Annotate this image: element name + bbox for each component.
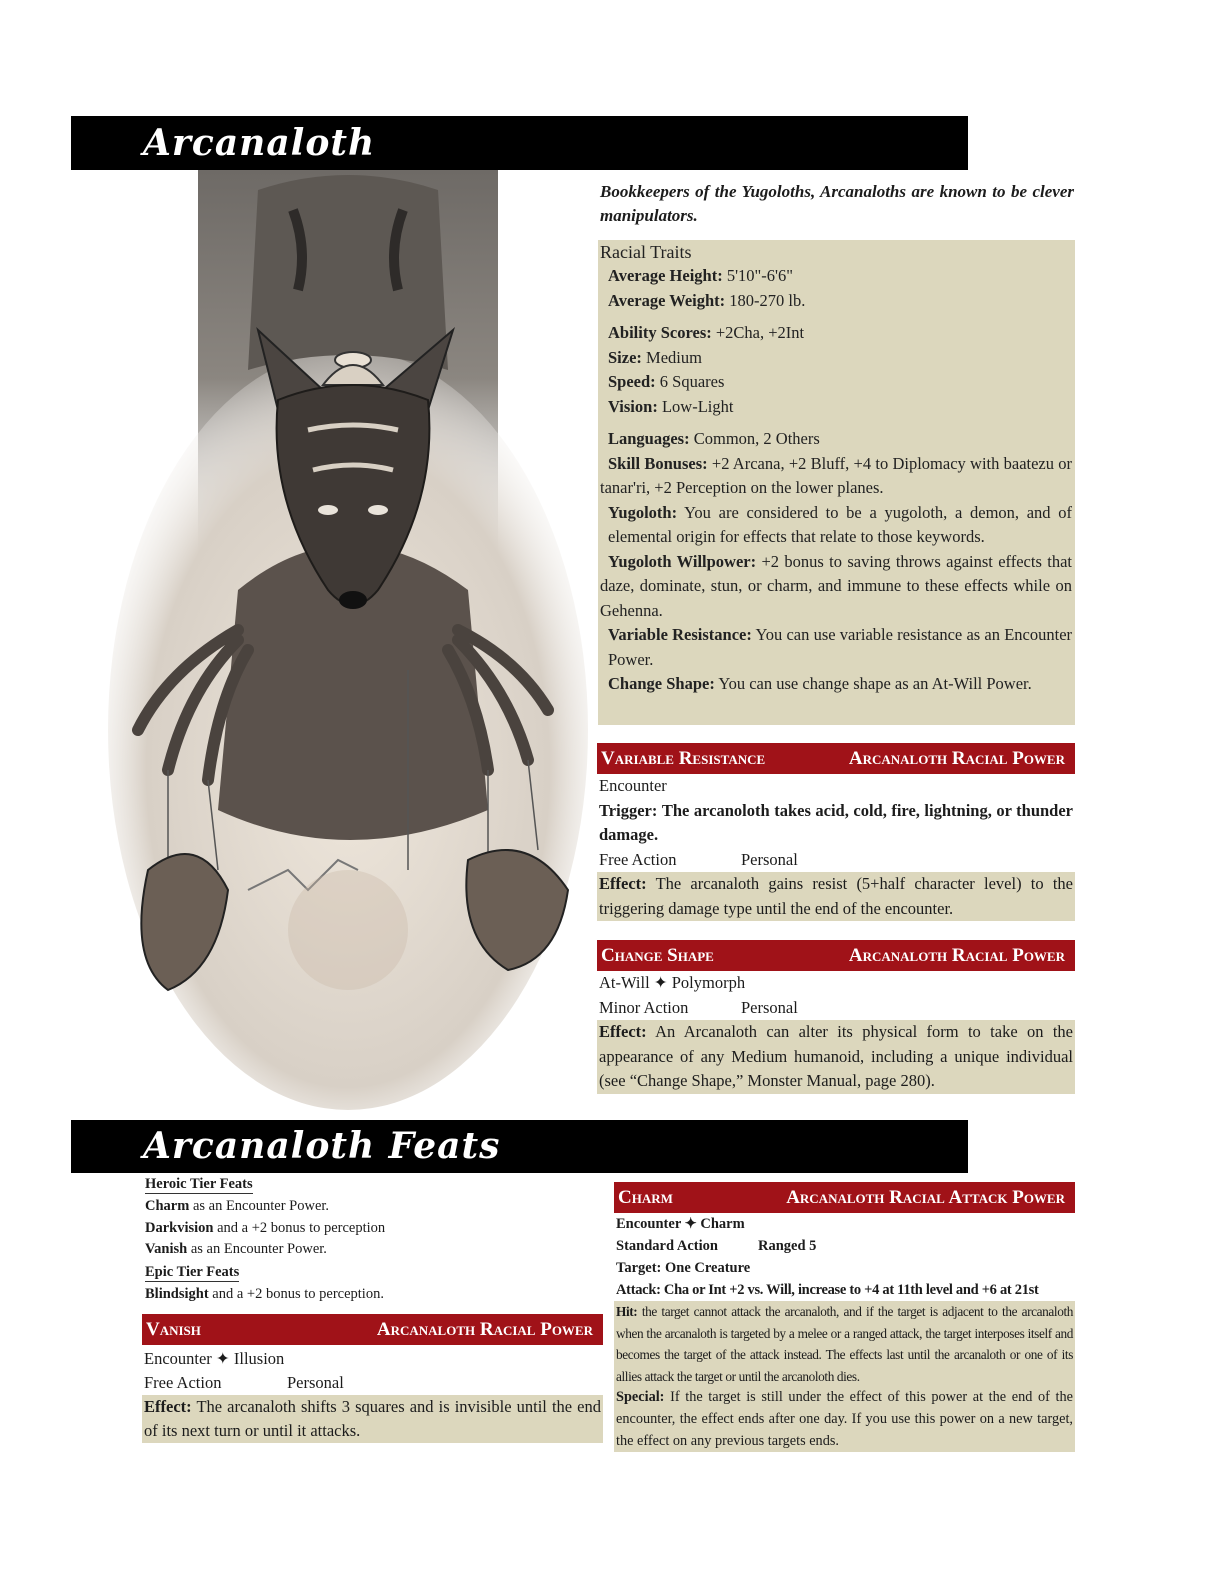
- trait-label: Change Shape:: [608, 674, 715, 693]
- power-range: Personal: [741, 997, 798, 1017]
- trait-value: 5'10"-6'6": [726, 266, 793, 285]
- power-name: Change Shape: [601, 945, 714, 966]
- power-action-line: [597, 848, 1075, 873]
- power-range: Personal: [741, 849, 798, 869]
- trait-label: Size:: [608, 347, 642, 367]
- page-title: Arcanaloth: [143, 122, 376, 164]
- feat-desc: and a +2 bonus to perception.: [212, 1285, 384, 1302]
- power-action-line: [614, 1235, 1075, 1257]
- power-type: Arcanaloth Racial Power: [848, 945, 1065, 966]
- power-action: Minor Action: [599, 997, 689, 1017]
- effect-value: An Arcanaloth can alter its physical form to take on the appearance of any Medium humanoid, including a unique individual (see “Change Shape,” Monster Manual, page 280).: [599, 1022, 1074, 1090]
- trait-change-shape: [598, 672, 1075, 697]
- effect-label: Effect:: [144, 1397, 192, 1416]
- trait-label: Yugoloth Willpower:: [608, 551, 757, 571]
- epic-tier-heading: Epic Tier Feats: [145, 1264, 240, 1281]
- arcanaloth-illustration: [108, 170, 590, 1110]
- trait-value: You can use variable resistance as an Encounter Power.: [608, 625, 1073, 669]
- feat-desc: as an Encounter Power.: [190, 1241, 327, 1258]
- trait-label: Skill Bonuses:: [608, 453, 708, 473]
- power-header: [597, 743, 1075, 774]
- feat-darkvision: [145, 1218, 565, 1240]
- trait-variable-resistance: [598, 623, 1075, 672]
- feat-desc: as an Encounter Power.: [192, 1197, 330, 1214]
- trait-value: 6 Squares: [659, 372, 725, 391]
- trait-yugoloth: [598, 501, 1075, 550]
- power-header: [597, 940, 1075, 971]
- power-header: [142, 1314, 603, 1345]
- power-effect: [597, 872, 1075, 921]
- heroic-tier-heading: Heroic Tier Feats: [145, 1176, 253, 1192]
- page-title-banner: [71, 116, 968, 170]
- feat-charm: [145, 1196, 565, 1218]
- trait-speed: [598, 370, 1075, 395]
- power-action: Free Action: [144, 1373, 222, 1392]
- power-usage: Encounter ✦ Charm: [616, 1216, 745, 1232]
- feat-desc: and a +2 bonus to perception: [217, 1219, 386, 1236]
- power-header: [614, 1182, 1075, 1213]
- feat-name: Darkvision: [145, 1219, 214, 1236]
- hit-value: the target cannot attack the arcanaloth, and if the target is adjacent to the arcanaloth when the arcanaloth is targeted by a melee or a ranged attack, the target interposes itself and becomes the target of the attack instead. The effects last until the arcanaloth or one of its allies attack the target or until the arcanoloth dies.: [616, 1304, 1073, 1384]
- special-value: If the target is still under the effect of this power at the end of the encounter, the effect ends after one day. If you use this power on a new target, the effect on any previous targets ends.: [616, 1389, 1074, 1449]
- power-special: [614, 1387, 1075, 1452]
- trait-skills: [598, 452, 1075, 501]
- change-shape-power: [597, 940, 1075, 1094]
- power-usage: At-Will ✦ Polymorph: [599, 973, 746, 992]
- power-effect: [142, 1395, 603, 1443]
- feats-title: Arcanaloth Feats: [143, 1125, 501, 1167]
- power-action: Free Action: [599, 849, 677, 869]
- feats-title-banner: [71, 1120, 968, 1173]
- trait-height: [598, 264, 1075, 289]
- trait-vision: [598, 395, 1075, 420]
- trait-value: Medium: [646, 347, 702, 367]
- trait-label: Yugoloth:: [608, 502, 678, 522]
- variable-resistance-power: [597, 743, 1075, 921]
- trait-value: Low-Light: [661, 396, 734, 416]
- trait-label: Ability Scores:: [608, 323, 712, 342]
- feat-name: Vanish: [145, 1241, 188, 1258]
- racial-traits-heading: Racial Traits: [600, 242, 692, 262]
- power-type: Arcanaloth Racial Power: [848, 748, 1065, 769]
- trait-value: +2Cha, +2Int: [715, 323, 805, 342]
- trait-value: +2 Arcana, +2 Bluff, +4 to Diplomacy with baatezu or tanar'ri, +2 Perception on the lower planes.: [600, 453, 1073, 497]
- power-action: Standard Action: [616, 1238, 718, 1254]
- power-effect: [597, 1020, 1075, 1094]
- power-type: Arcanaloth Racial Attack Power: [786, 1187, 1065, 1208]
- trait-size: [598, 346, 1075, 371]
- trait-label: Vision:: [608, 396, 658, 416]
- feats-list: [145, 1173, 565, 1306]
- trait-ability: [598, 321, 1075, 346]
- power-attack: Attack: Cha or Int +2 vs. Will, increase to +4 at 11th level and +6 at 21st: [616, 1282, 1039, 1298]
- trait-label: Average Weight:: [608, 290, 726, 310]
- trait-label: Variable Resistance:: [608, 625, 752, 644]
- feat-vanish: [145, 1239, 565, 1261]
- power-target: Target: One Creature: [616, 1260, 751, 1276]
- trait-value: 180-270 lb.: [729, 290, 806, 310]
- trait-value: You are considered to be a yugoloth, a demon, and of elemental origin for effects that relate to those keywords.: [608, 502, 1072, 546]
- power-hit: [614, 1301, 1075, 1387]
- feat-name: Charm: [145, 1197, 190, 1214]
- trait-languages: [598, 427, 1075, 452]
- power-name: Variable Resistance: [601, 748, 766, 769]
- effect-label: Effect:: [599, 874, 647, 893]
- trait-label: Languages:: [608, 429, 690, 448]
- special-label: Special:: [616, 1389, 665, 1406]
- trigger-value: The arcanoloth takes acid, cold, fire, lightning, or thunder damage.: [599, 800, 1074, 844]
- power-name: Vanish: [146, 1319, 201, 1340]
- intro-text: Bookkeepers of the Yugoloths, Arcanaloths are known to be clever manipulators.: [600, 182, 1074, 225]
- trait-value: You can use change shape as an At-Will Power.: [718, 674, 1032, 693]
- power-range: Ranged 5: [758, 1238, 817, 1254]
- power-usage: Encounter ✦ Illusion: [144, 1349, 285, 1368]
- hit-label: Hit:: [616, 1304, 638, 1319]
- trigger-label: Trigger:: [599, 800, 658, 820]
- power-action-line: [142, 1371, 603, 1395]
- trait-label: Speed:: [608, 372, 656, 391]
- power-trigger: [597, 799, 1075, 848]
- power-action-line: [597, 996, 1075, 1021]
- vanish-power: [142, 1314, 603, 1443]
- effect-value: The arcanaloth shifts 3 squares and is invisible until the end of its next turn or until it attacks.: [144, 1397, 602, 1440]
- trait-willpower: [598, 550, 1075, 624]
- feat-blindsight: [145, 1284, 565, 1306]
- charm-power: [614, 1182, 1075, 1452]
- racial-traits-panel: [598, 240, 1075, 725]
- trait-value: +2 bonus to saving throws against effects that daze, dominate, stun, or charm, and immune to these effects while on Gehenna.: [600, 551, 1072, 620]
- trait-label: Average Height:: [608, 266, 723, 285]
- effect-value: The arcanaloth gains resist (5+half character level) to the triggering damage type until the end of the encounter.: [599, 874, 1073, 918]
- effect-label: Effect:: [599, 1022, 647, 1041]
- trait-weight: [598, 289, 1075, 314]
- feat-name: Blindsight: [145, 1285, 209, 1302]
- power-usage: Encounter: [599, 776, 667, 795]
- trait-value: Common, 2 Others: [693, 429, 820, 448]
- power-name: Charm: [618, 1187, 673, 1208]
- power-type: Arcanaloth Racial Power: [376, 1319, 593, 1340]
- power-range: Personal: [287, 1373, 344, 1392]
